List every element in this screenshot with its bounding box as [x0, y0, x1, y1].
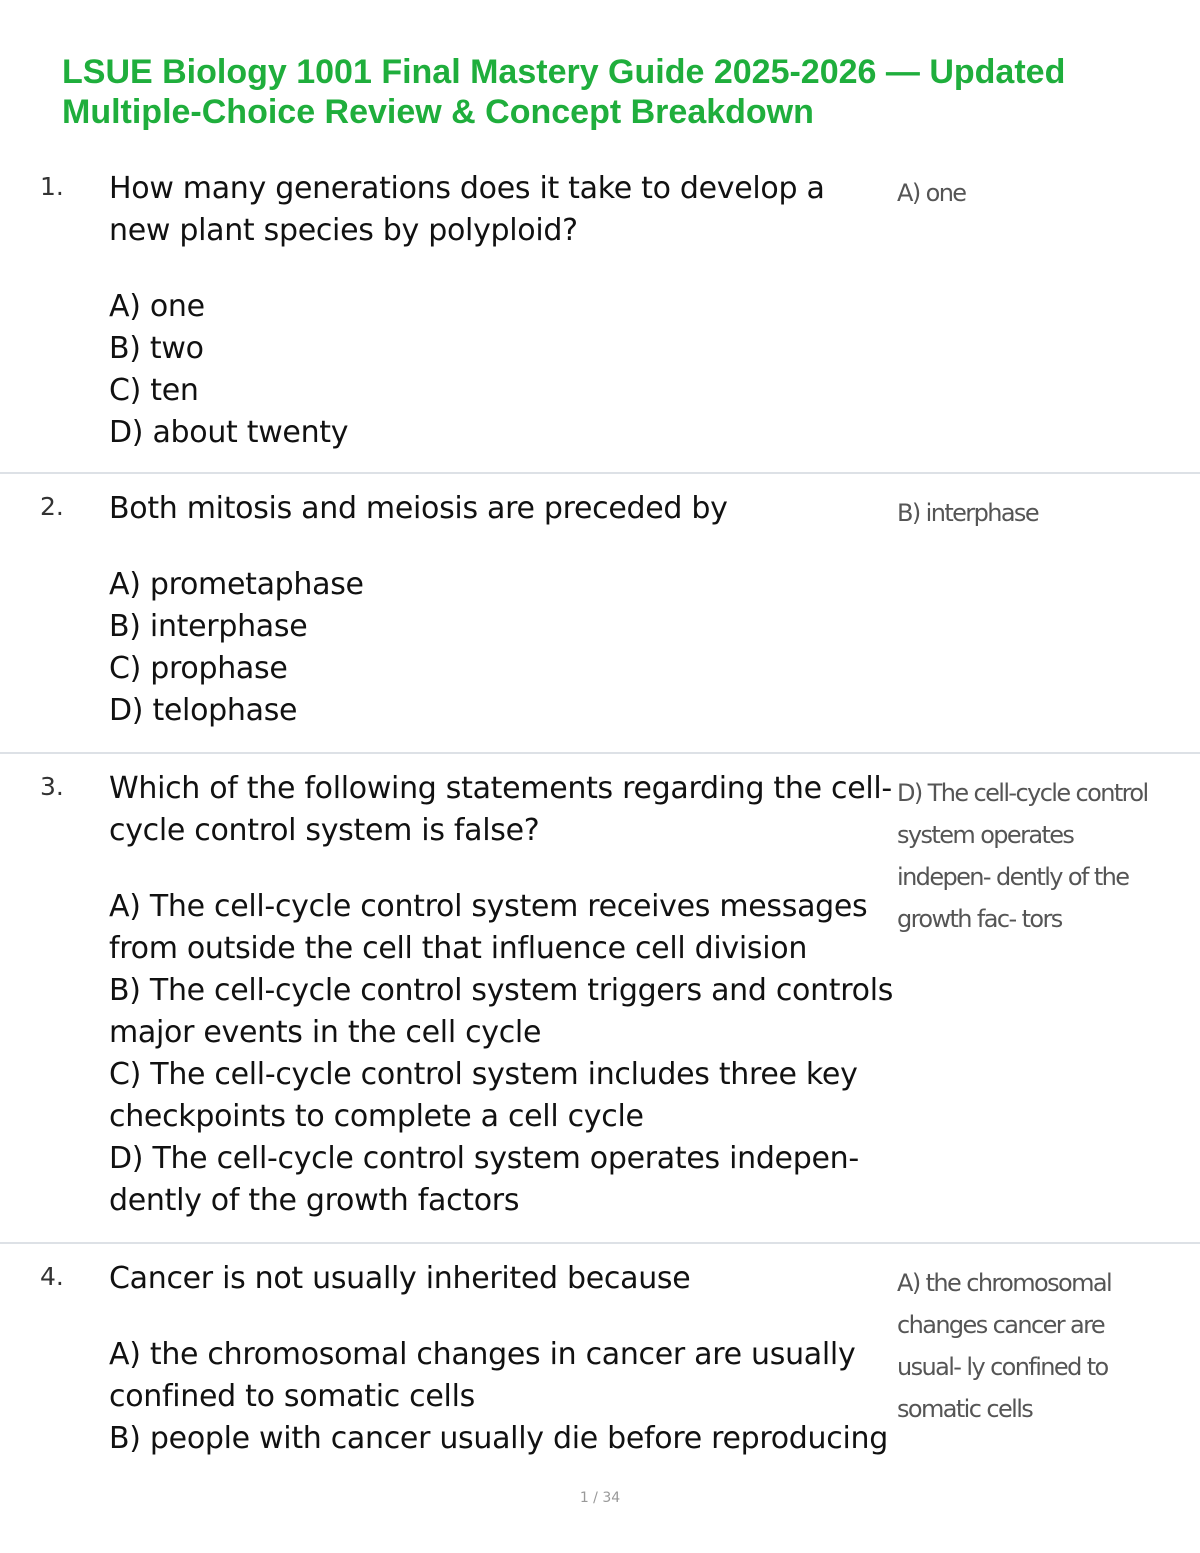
- option-a: A) one: [109, 289, 205, 324]
- question-body: [109, 168, 894, 454]
- question-list: [0, 166, 1200, 1460]
- question-card: [0, 472, 1200, 752]
- option-d: D) about twenty: [109, 415, 349, 450]
- document-title: [62, 52, 1142, 132]
- answer-text: B) interphase: [897, 499, 1039, 527]
- answer-text: A) one: [897, 179, 966, 207]
- question-card: [0, 166, 1200, 472]
- option-c: C) The cell-cycle control system includes three key checkpoints to complete a cell cycle: [109, 1057, 858, 1134]
- question-card: [0, 752, 1200, 1242]
- page-number: 1 / 34: [579, 1490, 621, 1506]
- title-line-2: Multiple-Choice Review & Concept Breakdown: [62, 93, 814, 131]
- option-a: A) The cell-cycle control system receives messages from outside the cell that influence cell division: [109, 889, 868, 966]
- option-a: A) prometaphase: [109, 567, 364, 602]
- option-c: C) ten: [109, 373, 199, 408]
- option-a: A) the chromosomal changes in cancer are usually confined to somatic cells: [109, 1337, 856, 1414]
- answer-text: A) the chromosomal changes cancer are usual- ly confined to somatic cells: [897, 1269, 1112, 1423]
- option-c: C) prophase: [109, 651, 288, 686]
- title-line-1: LSUE Biology 1001 Final Mastery Guide 2025-2026 — Updated: [62, 53, 1066, 91]
- question-text: How many generations does it take to develop a new plant species by polyploid?: [109, 171, 825, 248]
- question-card: [0, 1242, 1200, 1460]
- option-b: B) two: [109, 331, 204, 366]
- option-b: B) The cell-cycle control system triggers and controls major events in the cell cycle: [109, 973, 894, 1050]
- question-number: 1.: [40, 172, 64, 201]
- answer-text: D) The cell-cycle control system operates indepen- dently of the growth fac- tors: [897, 779, 1148, 933]
- option-d: D) telophase: [109, 693, 298, 728]
- question-number: 4.: [40, 1262, 64, 1291]
- question-number: 3.: [40, 772, 64, 801]
- question-text: Both mitosis and meiosis are preceded by: [109, 491, 728, 526]
- option-b: B) people with cancer usually die before reproducing: [109, 1421, 888, 1456]
- question-body: [109, 1258, 894, 1460]
- option-d: D) The cell-cycle control system operates indepen- dently of the growth factors: [109, 1141, 859, 1218]
- question-text: Which of the following statements regarding the cell-cycle control system is false?: [109, 771, 892, 848]
- option-b: B) interphase: [109, 609, 308, 644]
- question-text: Cancer is not usually inherited because: [109, 1261, 691, 1296]
- question-number: 2.: [40, 492, 64, 521]
- question-body: [109, 488, 894, 732]
- question-body: [109, 768, 894, 1222]
